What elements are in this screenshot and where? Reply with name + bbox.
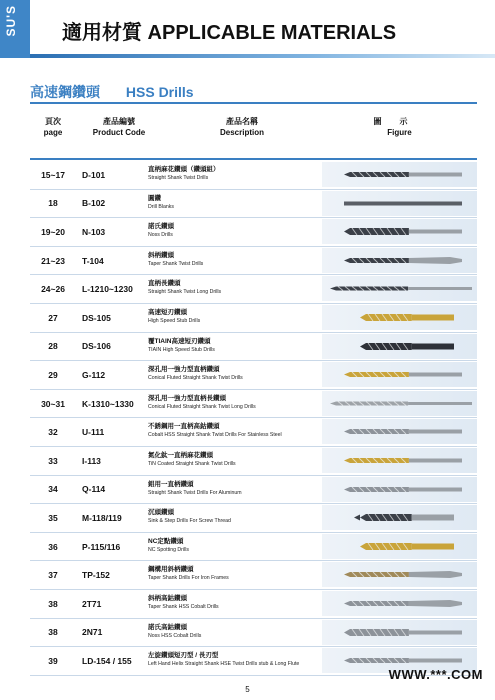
row-description-zh: 鋼構用斜柄鑽頭 [148, 566, 194, 574]
watermark: WWW.***.COM [388, 667, 483, 682]
row-product-code: TP-152 [82, 570, 110, 581]
product-table [30, 161, 477, 676]
row-product-code: Q-114 [82, 484, 106, 495]
row-page: 35 [48, 512, 58, 523]
drill-figure [322, 191, 477, 216]
table-row [30, 590, 477, 619]
row-product-code: 2N71 [82, 627, 103, 638]
row-description [148, 537, 328, 554]
drill-icon [322, 448, 477, 473]
drill-icon [322, 562, 477, 587]
header-figure [322, 116, 477, 138]
drill-figure [322, 219, 477, 244]
drill-icon [322, 534, 477, 559]
table-row [30, 561, 477, 590]
row-description-en: Cobalt HSS Straight Shank Twist Drills For Stainless Steel [148, 432, 282, 439]
row-description-en: Straight Shank Twist Drills For Aluminum [148, 489, 242, 496]
table-row [30, 361, 477, 390]
row-description [148, 594, 328, 611]
row-description-en: TIAIN High Speed Stub Drills [148, 346, 215, 353]
row-description [148, 623, 328, 640]
table-row [30, 418, 477, 447]
header-code [76, 116, 162, 138]
header-figure-en: Figure [387, 128, 412, 137]
row-product-code: 2T71 [82, 598, 102, 609]
drill-icon [322, 505, 477, 530]
drill-icon [322, 477, 477, 502]
row-description [148, 394, 328, 411]
row-product-code: LD-154 / 155 [82, 655, 132, 666]
row-description-zh: 鋁用一直柄鑽頭 [148, 480, 194, 488]
header-figure-zh: 圖示 [373, 117, 426, 126]
row-page: 24~26 [41, 284, 65, 295]
row-description-zh: 氮化鈦一直柄麻花鑽頭 [148, 451, 213, 459]
row-description-zh: 深孔用一強力型直柄鑽頭 [148, 366, 220, 374]
section-title-en: HSS Drills [125, 84, 194, 100]
row-description-zh: 諾氏高鈷鑽頭 [148, 623, 187, 631]
row-page: 33 [48, 455, 58, 466]
header-page [30, 116, 76, 138]
row-page: 19~20 [41, 226, 65, 237]
drill-figure [322, 391, 477, 416]
drill-figure [322, 477, 477, 502]
drill-icon [322, 362, 477, 387]
row-description [148, 565, 328, 582]
row-description-en: Conical Fluted Straight Shank Twist Drills [148, 375, 243, 382]
row-description-zh: 直柄麻花鑽頭（鑽頭組） [148, 166, 220, 173]
row-description-zh: 左旋鑽頭短刃型 / 長刃型 [148, 652, 219, 660]
row-description [148, 337, 328, 354]
header-page-en: page [43, 128, 63, 137]
header-description-zh: 產品名稱 [226, 117, 258, 126]
drill-figure [322, 505, 477, 530]
row-description-en: NC Spotting Drills [148, 546, 189, 553]
row-description [148, 508, 328, 525]
row-description [148, 651, 328, 668]
row-product-code: DS-106 [82, 341, 111, 352]
drill-icon [322, 191, 477, 216]
row-description-en: Sink & Step Drills For Screw Thread [148, 518, 231, 525]
row-product-code: K-1310~1330 [82, 398, 134, 409]
row-description-zh: 圓鑽 [148, 194, 161, 202]
row-product-code: B-102 [82, 198, 106, 209]
row-page: 37 [48, 570, 58, 581]
row-product-code: G-112 [82, 369, 106, 380]
row-description-en: Drill Blanks [148, 203, 174, 210]
row-description-en: Straight Shank Twist Long Drills [148, 289, 222, 296]
drill-icon [322, 620, 477, 645]
drill-icon [322, 219, 477, 244]
row-description-en: TiN Coated Straight Shank Twist Drills [148, 460, 236, 467]
row-page: 18 [48, 198, 58, 209]
row-description [148, 308, 328, 325]
drill-figure [322, 562, 477, 587]
row-page: 30~31 [41, 398, 65, 409]
drill-icon [322, 276, 477, 301]
drill-icon [322, 419, 477, 444]
drill-figure [322, 448, 477, 473]
drill-icon [322, 591, 477, 616]
drill-figure [322, 620, 477, 645]
row-description [148, 480, 328, 497]
row-description-zh: 沉頭鑽頭 [148, 509, 174, 517]
row-product-code: P-115/116 [82, 541, 121, 552]
table-header [30, 116, 477, 152]
section-title-zh: 高速鋼鑽頭 [30, 84, 100, 100]
row-description [148, 251, 328, 268]
row-page: 38 [48, 598, 58, 609]
drill-figure [322, 305, 477, 330]
row-page: 38 [48, 627, 58, 638]
table-row [30, 275, 477, 304]
table-row [30, 619, 477, 648]
table-header-divider [30, 158, 477, 160]
row-page: 32 [48, 427, 58, 438]
section-divider [30, 102, 477, 104]
row-description [148, 279, 328, 296]
row-description-en: Noss HSS Cobalt Drills [148, 632, 202, 639]
drill-icon [322, 334, 477, 359]
row-page: 15~17 [41, 169, 65, 180]
drill-figure [322, 248, 477, 273]
table-row [30, 476, 477, 505]
drill-icon [322, 248, 477, 273]
row-description-zh: 斜柄高鈷鑽頭 [148, 594, 187, 602]
table-row [30, 390, 477, 419]
brand-side-tab-label: SU'S [4, 5, 18, 37]
header-code-zh: 產品編號 [103, 117, 135, 126]
row-description-en: Noss Drills [148, 232, 173, 239]
row-description-zh: 高速短刃鑽頭 [148, 308, 187, 316]
header-code-en: Product Code [92, 128, 146, 137]
table-row [30, 333, 477, 362]
row-product-code: L-1210~1230 [82, 284, 133, 295]
section-title [30, 82, 194, 102]
table-row [30, 504, 477, 533]
row-page: 29 [48, 369, 58, 380]
drill-figure [322, 534, 477, 559]
table-row [30, 304, 477, 333]
row-description-en: Taper Shank Twist Drills [148, 260, 204, 267]
page-number: 5 [245, 685, 250, 694]
table-row [30, 190, 477, 219]
header-divider [30, 54, 495, 58]
row-description [148, 451, 328, 468]
row-description-en: Taper Shank Drills For Iron Frames [148, 575, 229, 582]
drill-icon [322, 305, 477, 330]
drill-figure [322, 276, 477, 301]
row-page: 28 [48, 341, 58, 352]
row-description-zh: 深孔用一強力型直柄長鑽頭 [148, 394, 226, 402]
row-description [148, 194, 328, 211]
drill-icon [322, 162, 477, 187]
row-description-zh: 不銹鋼用一直柄高鈷鑽頭 [148, 423, 220, 431]
row-page: 34 [48, 484, 58, 495]
row-product-code: I-113 [82, 455, 101, 466]
row-product-code: T-104 [82, 255, 104, 266]
drill-figure [322, 362, 477, 387]
table-row [30, 161, 477, 190]
row-description-en: Straight Shank Twist Drills [148, 175, 209, 181]
row-description-en: Left Hand Helix Straight Shank HSE Twist Drills stub & Long Flute [148, 661, 300, 668]
row-product-code: DS-105 [82, 312, 111, 323]
header-page-zh: 頁次 [45, 117, 61, 126]
page-title: 適用材質 APPLICABLE MATERIALS [62, 22, 397, 44]
table-row [30, 447, 477, 476]
drill-figure [322, 591, 477, 616]
row-description-zh: 諾氏鑽頭 [148, 223, 174, 231]
row-page: 39 [48, 655, 58, 666]
row-description-en: Conical Fluted Straight Shank Twist Long Drills [148, 403, 256, 410]
table-row [30, 247, 477, 276]
row-description [148, 365, 328, 382]
row-description [148, 222, 328, 239]
drill-figure [322, 334, 477, 359]
row-page: 36 [48, 541, 58, 552]
row-description-zh: 覆TIAIN高速短刃鑽頭 [148, 337, 211, 345]
row-product-code: M-118/119 [82, 512, 122, 523]
row-product-code: U-111 [82, 427, 105, 438]
row-description-en: Taper Shank HSS Cobalt Drills [148, 603, 219, 610]
drill-icon [322, 391, 477, 416]
row-description [148, 422, 328, 439]
table-row [30, 533, 477, 562]
row-product-code: D-101 [82, 169, 106, 180]
drill-figure [322, 162, 477, 187]
drill-figure [322, 419, 477, 444]
row-product-code: N-103 [82, 226, 106, 237]
row-description-zh: 直柄長鑽頭 [148, 280, 181, 288]
row-page: 21~23 [41, 255, 65, 266]
row-description-en: High Speed Stub Drills [148, 317, 201, 324]
table-row [30, 218, 477, 247]
row-page: 27 [48, 312, 58, 323]
row-description [148, 165, 328, 182]
header-description [162, 116, 322, 138]
row-description-zh: NC定點鑽頭 [148, 537, 184, 545]
header-description-en: Description [219, 128, 264, 137]
brand-side-tab [0, 0, 30, 58]
row-description-zh: 斜柄鑽頭 [148, 251, 174, 259]
